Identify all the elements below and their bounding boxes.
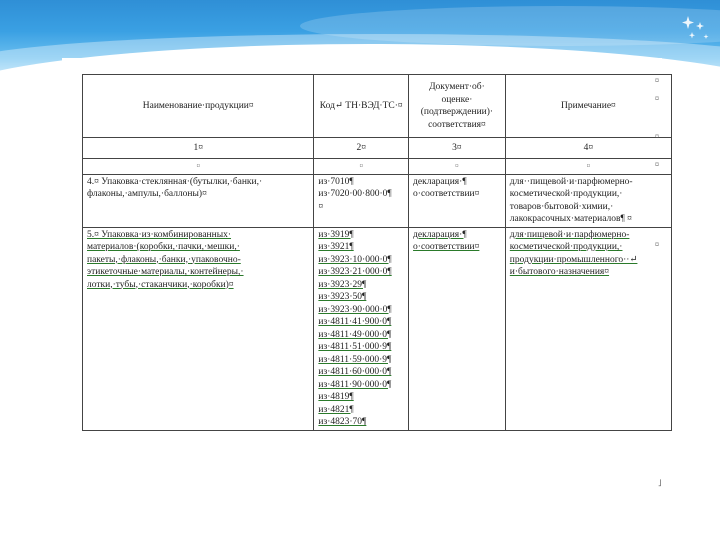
column-number: 4¤ <box>505 138 671 159</box>
code-line: из·4819¶ <box>318 392 354 402</box>
table-row <box>83 227 672 430</box>
cell-mark: ¤ <box>455 162 459 170</box>
code-cell <box>314 227 409 430</box>
header-product-name: Наименование·продукции¤ <box>83 75 314 138</box>
product-table <box>82 74 672 431</box>
note-cell: для·пищевой·и·парфюмерно-косметической·продукции,· продукции·промышленного··↵ и·бытового·назначения¤ <box>505 227 671 430</box>
cell-mark: ¤ <box>196 162 200 170</box>
margin-mark: ¤ <box>655 240 659 249</box>
code-line: из·3923·90·000·0¶ <box>318 304 392 315</box>
code-cell <box>314 174 409 227</box>
code-line: из·4811·49·000·0¶ <box>318 329 392 340</box>
code-line: из·3923·21·000·0¶ <box>318 267 392 277</box>
header-document: Документ·об· оценке· (подтверждении)· соответствия¤ <box>409 75 506 138</box>
code-line: из·4823·70¶ <box>318 417 367 427</box>
table-row <box>83 174 672 227</box>
separator-row <box>83 159 672 175</box>
cell-mark: ¤ <box>359 162 363 170</box>
cell-mark: ¤ <box>586 162 591 170</box>
column-number: 1¤ <box>83 138 314 159</box>
column-number-row <box>83 138 672 159</box>
sparkle-icon <box>680 14 712 44</box>
code-line: из·3923·29¶ <box>318 279 367 290</box>
document-page <box>62 58 662 488</box>
margin-mark: ¤ <box>655 132 659 141</box>
code-line: из·4821¶ <box>318 404 354 415</box>
code-line: ¤ <box>318 201 324 212</box>
code-line: из·4811·41·900·0¶ <box>318 317 392 327</box>
margin-mark: ¤ <box>655 94 659 103</box>
code-line: из·3919¶ <box>318 229 354 240</box>
document-cell: декларация·¶ о·соответствии¤ <box>409 227 506 430</box>
product-name-cell: 4.¤ Упаковка·стеклянная·(бутылки,·банки,· флаконы,·ампулы,·баллоны)¤ <box>83 174 314 227</box>
margin-mark: ¤ <box>655 160 659 169</box>
code-line: из·3923·10·000·0¶ <box>318 254 392 265</box>
table-header-row <box>83 75 672 138</box>
note-cell: для··пищевой·и·парфюмерно-косметической·продукции,· товаров·бытовой·химии,· лакокрасочных·материалов¶ ¤ <box>505 174 671 227</box>
code-line: из·4811·51·000·9¶ <box>318 342 392 352</box>
code-line: из·7020·00·800·0¶ <box>318 189 392 199</box>
page-corner-mark: ˩ <box>658 478 662 488</box>
header-note: Примечание¤ <box>505 75 671 138</box>
code-line: из·4811·59·000·9¶ <box>318 354 392 365</box>
code-line: из·7010¶ <box>318 176 354 187</box>
header-code: Код↵ ТН·ВЭД·ТС·¤ <box>314 75 409 138</box>
code-line: из·3921¶ <box>318 242 354 252</box>
margin-mark: ¤ <box>655 76 659 85</box>
column-number: 3¤ <box>409 138 506 159</box>
product-name-cell: 5.¤ Упаковка·из·комбинированных· материалов·(коробки,·пачки,·мешки,· пакеты,·флаконы,·банки,·упаковочно-этикеточные·материалы,·контейнеры,· лотки,·тубы,·стаканчики,·коробки)¤ <box>83 227 314 430</box>
code-line: из·4811·90·000·0¶ <box>318 379 392 390</box>
code-line: из·4811·60·000·0¶ <box>318 367 392 377</box>
margin-marks <box>655 70 665 490</box>
code-line: из·3923·50¶ <box>318 292 367 302</box>
document-cell: декларация·¶ о·соответствии¤ <box>409 174 506 227</box>
column-number: 2¤ <box>314 138 409 159</box>
